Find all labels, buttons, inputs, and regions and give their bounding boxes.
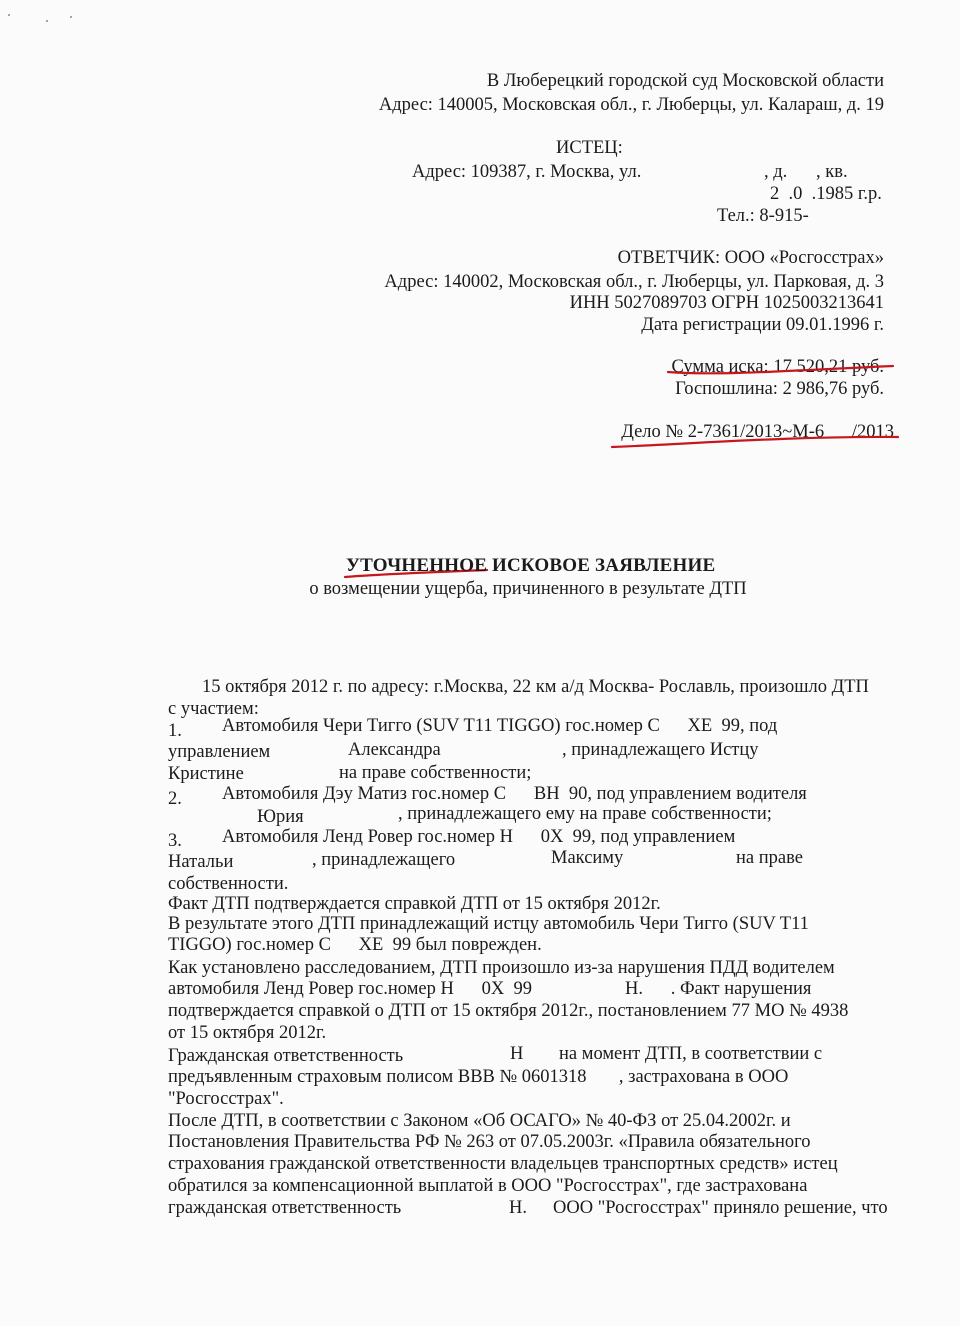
body-line: Гражданская ответственность [168,1046,404,1066]
defendant-label: ОТВЕТЧИК: ООО «Росгосстрах» [617,248,884,268]
body-line: TIGGO) гос.номер С ХЕ 99 был поврежден. [168,935,542,955]
plaintiff-apartment: , кв. [816,162,848,182]
body-line: на праве [736,848,803,868]
body-line: с участием: [168,699,259,719]
court-name: В Люберецкий городской суд Московской области [486,71,884,91]
case-number: Дело № 2-7361/2013~М-6 /2013 [621,422,894,442]
body-line: ООО "Росгосстрах" приняло решение, что [553,1198,888,1218]
body-line: Н. [509,1198,527,1218]
list-item-number: 3. [168,831,182,851]
body-line: Н [510,1044,524,1064]
body-line: Александра [348,740,441,760]
plaintiff-address: Адрес: 109387, г. Москва, ул. [412,162,642,182]
plaintiff-house: , д. [764,162,788,182]
plaintiff-phone: Тел.: 8-915- [717,206,809,226]
body-line: "Росгосстрах". [168,1089,284,1109]
body-line: обратился за компенсационной выплатой в ООО "Росгосстрах", где застрахована [168,1176,808,1196]
plaintiff-label: ИСТЕЦ: [556,138,623,158]
defendant-registration: Дата регистрации 09.01.1996 г. [641,315,884,335]
body-line: Автомобиля Чери Тигго (SUV T11 TIGGO) гос.номер С ХЕ 99, под [222,716,778,736]
body-line: , принадлежащего ему на праве собственности; [398,804,772,824]
body-line: Максиму [551,848,624,868]
case-number-underline [612,437,898,447]
body-line: , принадлежащего [312,850,456,870]
body-line: на момент ДТП, в соответствии с [559,1044,823,1064]
list-item-number: 1. [168,721,182,741]
body-line: автомобиля Ленд Ровер гос.номер Н 0Х 99 [168,979,532,999]
body-line: 15 октября 2012 г. по адресу: г.Москва, 22 км а/д Москва- Рославль, произошло ДТП [202,677,869,697]
body-line: Н. . Факт нарушения [625,979,812,999]
body-line: Юрия [257,807,304,827]
body-line: на праве собственности; [339,763,532,783]
body-line: Автомобиля Ленд Ровер гос.номер Н 0Х 99, под управлением [222,827,736,847]
body-line: собственности. [168,874,289,894]
body-line: страхования гражданской ответственности владельцев транспортных средств» истец [168,1154,838,1174]
document-subtitle: о возмещении ущерба, причиненного в результате ДТП [309,579,747,599]
title-word-clarified: УТОЧНЕННОЕ [346,555,488,576]
body-line: Кристине [168,764,244,784]
state-fee: Госпошлина: 2 986,76 руб. [675,379,884,399]
claim-sum-underline [668,366,893,373]
claim-sum: Сумма иска: 17 520,21 руб. [671,357,884,377]
body-line: Автомобиля Дэу Матиз гос.номер С ВН 90, под управлением водителя [222,784,807,804]
body-line: , принадлежащего Истцу [562,740,759,760]
body-line: управлением [168,742,271,762]
defendant-tax-ids: ИНН 5027089703 ОГРН 1025003213641 [569,293,884,313]
title-statement-of-claim: ИСКОВОЕ ЗАЯВЛЕНИЕ [492,555,716,576]
body-line: подтверждается справкой о ДТП от 15 октября 2012г., постановлением 77 МО № 4938 [168,1001,849,1021]
body-line: Постановления Правительства РФ № 263 от 07.05.2003г. «Правила обязательного [168,1132,811,1152]
court-address: Адрес: 140005, Московская обл., г. Люберцы, ул. Калараш, д. 19 [378,95,884,115]
plaintiff-birthdate: 2 .0 .1985 г.р. [770,184,882,204]
list-item-number: 2. [168,789,182,809]
body-line: В результате этого ДТП принадлежащий истцу автомобиль Чери Тигго (SUV T11 [168,914,809,934]
body-line: Натальи [168,852,234,872]
body-line: гражданская ответственность [168,1198,402,1218]
body-line: После ДТП, в соответствии с Законом «Об ОСАГО» № 40-ФЗ от 25.04.2002г. и [168,1111,791,1131]
defendant-address: Адрес: 140002, Московская обл., г. Люберцы, ул. Парковая, д. 3 [384,272,884,292]
body-line: Как установлено расследованием, ДТП произошло из-за нарушения ПДД водителем [168,958,835,978]
body-line: предъявленным страховым полисом ВВВ № 0601318 , застрахована в ООО [168,1067,789,1087]
body-line: от 15 октября 2012г. [168,1023,327,1043]
body-line: Факт ДТП подтверждается справкой ДТП от 15 октября 2012г. [168,894,661,914]
